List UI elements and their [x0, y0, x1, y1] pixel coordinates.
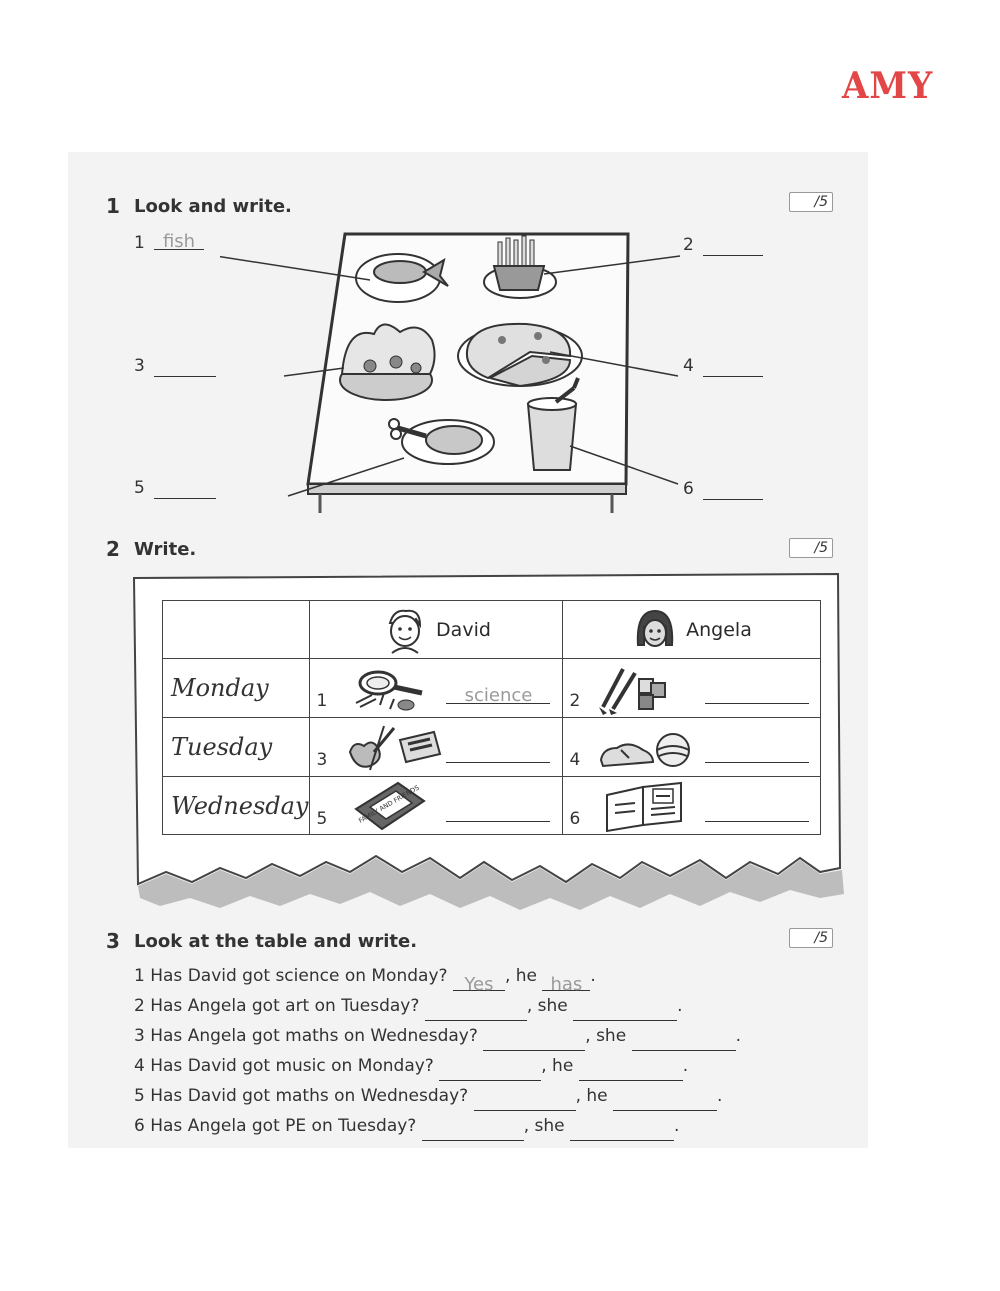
- question-row: 2 Has Angela got art on Tuesday? , she .: [134, 991, 741, 1021]
- item-6-number: 6: [683, 479, 694, 499]
- answer-1-field[interactable]: [425, 1000, 527, 1021]
- girl-face-icon: [632, 605, 676, 655]
- pronoun: he: [515, 966, 537, 986]
- item-4-answer-field[interactable]: [703, 358, 763, 377]
- david-monday-answer: science: [464, 685, 533, 706]
- david-wednesday-cell: [310, 777, 563, 835]
- table-edge: [308, 484, 626, 494]
- angela-monday-answer-field[interactable]: [705, 685, 809, 704]
- cell-number: 4: [569, 750, 581, 770]
- magnifying-glass-icon: [350, 663, 430, 713]
- answer-2-field[interactable]: [542, 970, 590, 995]
- answer-2-field[interactable]: [573, 1000, 677, 1021]
- david-header-label: David: [436, 618, 491, 641]
- book-title-text: FAMILY AND FRIENDS: [357, 783, 422, 825]
- pronoun: she: [596, 1026, 627, 1046]
- section-3-score-box[interactable]: /5: [789, 928, 833, 948]
- david-tuesday-cell: [310, 718, 563, 777]
- header-angela-cell: [563, 601, 821, 659]
- answer-2-field[interactable]: [613, 1090, 717, 1111]
- angela-tuesday-answer-field[interactable]: [705, 744, 809, 763]
- question-text: Has David got maths on Wednesday?: [150, 1086, 469, 1106]
- answer-1-field[interactable]: [439, 1060, 541, 1081]
- question-text: Has Angela got PE on Tuesday?: [150, 1116, 417, 1136]
- answer-2-field[interactable]: [632, 1030, 736, 1051]
- pronoun: he: [552, 1056, 574, 1076]
- answer-2: has: [550, 974, 583, 995]
- answer-1-field[interactable]: [474, 1090, 576, 1111]
- boy-face-icon: [382, 605, 426, 655]
- violin-icon: [344, 722, 444, 774]
- paintbrush-icon: [593, 663, 683, 715]
- section-2-score-box[interactable]: /5: [789, 538, 833, 558]
- logo-text: AMY: [842, 64, 934, 108]
- item-2-answer-field[interactable]: [703, 237, 763, 256]
- table-row: [163, 718, 821, 777]
- answer-1: Yes: [464, 974, 494, 995]
- item-1-answer-field[interactable]: [154, 231, 204, 250]
- answer-1-field[interactable]: [453, 970, 505, 995]
- question-row: 4 Has David got music on Monday? , he .: [134, 1051, 741, 1081]
- question-number: 3: [134, 1026, 145, 1046]
- item-3-number: 3: [134, 356, 145, 376]
- david-wednesday-answer-field[interactable]: [446, 803, 550, 822]
- section-1-number: 1: [106, 194, 120, 218]
- question-row: 5 Has David got maths on Wednesday? , he .: [134, 1081, 741, 1111]
- answer-1-field[interactable]: [483, 1030, 585, 1051]
- section-1-score-box[interactable]: /5: [789, 192, 833, 212]
- day-label: Wednesday: [171, 791, 309, 820]
- food-table-illustration: [220, 228, 780, 518]
- angela-wednesday-cell: [563, 777, 821, 835]
- item-2-number: 2: [683, 235, 694, 255]
- david-monday-cell: [310, 659, 563, 718]
- angela-wednesday-answer-field[interactable]: [705, 803, 809, 822]
- cell-number: 5: [316, 809, 328, 829]
- item-5-number: 5: [134, 478, 145, 498]
- answer-2-field[interactable]: [579, 1060, 683, 1081]
- section-3-title: Look at the table and write.: [134, 931, 418, 952]
- header-david-cell: [310, 601, 563, 659]
- david-monday-answer-field[interactable]: [446, 685, 550, 704]
- question-text: Has Angela got art on Tuesday?: [150, 996, 420, 1016]
- david-tuesday-answer-field[interactable]: [446, 744, 550, 763]
- question-number: 1: [134, 966, 145, 986]
- sneakers-and-ball-icon: [597, 726, 697, 774]
- section-2-title: Write.: [134, 539, 197, 560]
- item-4-number: 4: [683, 356, 694, 376]
- item-1-answer: fish: [162, 231, 196, 252]
- question-number: 5: [134, 1086, 145, 1106]
- item-5-answer-field[interactable]: [154, 480, 216, 499]
- day-cell-tuesday: [163, 718, 310, 777]
- item-1-number: 1: [134, 233, 145, 253]
- pronoun: she: [537, 996, 568, 1016]
- table-row: [163, 659, 821, 718]
- angela-header-label: Angela: [686, 618, 752, 641]
- day-cell-monday: [163, 659, 310, 718]
- question-row: 1 Has David got science on Monday? Yes , he has .: [134, 966, 596, 995]
- question-number: 2: [134, 996, 145, 1016]
- angela-tuesday-cell: [563, 718, 821, 777]
- cell-number: 6: [569, 809, 581, 829]
- table-row: [163, 777, 821, 835]
- maths-book-icon: [603, 779, 687, 833]
- section-2-number: 2: [106, 537, 120, 561]
- day-label: Tuesday: [171, 733, 273, 761]
- question-number: 4: [134, 1056, 145, 1076]
- question-text: Has David got science on Monday?: [150, 966, 448, 986]
- pronoun: she: [534, 1116, 565, 1136]
- book-icon: [350, 779, 430, 833]
- question-row: 6 Has Angela got PE on Tuesday? , she .: [134, 1111, 741, 1141]
- answer-1-field[interactable]: [422, 1120, 524, 1141]
- question-row: 3 Has Angela got maths on Wednesday? , she .: [134, 1021, 741, 1051]
- question-list: [134, 961, 741, 1141]
- answer-2-field[interactable]: [570, 1120, 674, 1141]
- section-3-number: 3: [106, 929, 120, 953]
- timetable: [162, 600, 821, 835]
- question-text: Has Angela got maths on Wednesday?: [150, 1026, 478, 1046]
- day-label: Monday: [171, 674, 269, 702]
- cell-number: 1: [316, 691, 328, 711]
- pronoun: he: [586, 1086, 608, 1106]
- cell-number: 3: [316, 750, 328, 770]
- day-cell-wednesday: [163, 777, 310, 835]
- item-3-answer-field[interactable]: [154, 358, 216, 377]
- angela-monday-cell: [563, 659, 821, 718]
- item-6-answer-field[interactable]: [703, 481, 763, 500]
- question-number: 6: [134, 1116, 145, 1136]
- question-text: Has David got music on Monday?: [150, 1056, 434, 1076]
- section-1-title: Look and write.: [134, 196, 292, 217]
- cell-number: 2: [569, 691, 581, 711]
- header-empty-cell: [163, 601, 310, 659]
